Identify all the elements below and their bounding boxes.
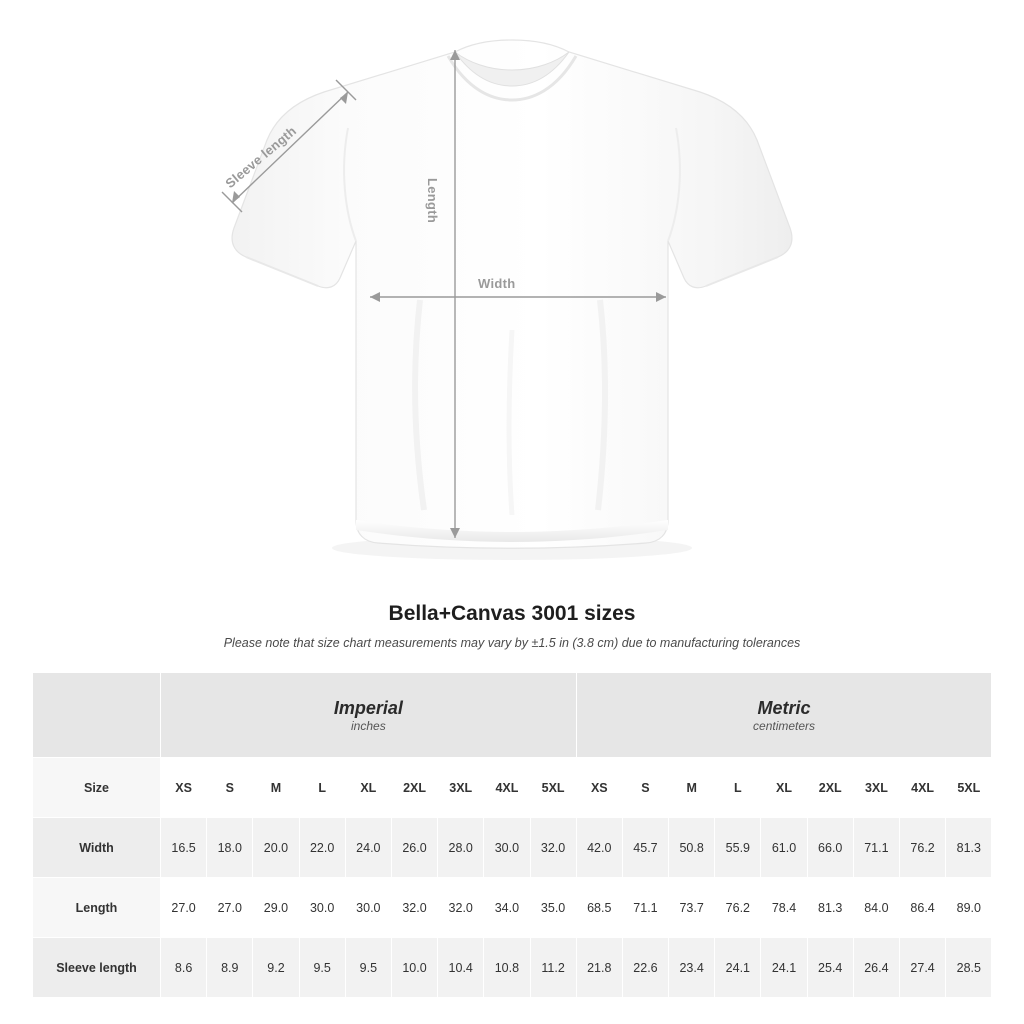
unit-group-imperial-sub: inches: [351, 719, 386, 734]
size-col-header: 5XL: [530, 758, 576, 818]
size-col-header: L: [299, 758, 345, 818]
cell-width: 20.0: [253, 818, 299, 878]
size-col-header: M: [253, 758, 299, 818]
tolerance-note: Please note that size chart measurements may vary by ±1.5 in (3.8 cm) due to manufacturing tolerances: [223, 636, 801, 650]
cell-sleeve-length: 24.1: [715, 938, 761, 998]
unit-group-metric-name: Metric: [757, 697, 811, 718]
cell-sleeve-length: 10.0: [391, 938, 437, 998]
length-measure-label: Length: [425, 178, 440, 224]
size-header-label: Size: [33, 758, 161, 818]
width-measure-label: Width: [478, 276, 516, 291]
cell-length: 27.0: [161, 878, 207, 938]
cell-sleeve-length: 11.2: [530, 938, 576, 998]
sleeve-length-measure-label: Sleeve length: [222, 123, 300, 191]
cell-length: 27.0: [207, 878, 253, 938]
cell-length: 68.5: [576, 878, 622, 938]
page-title: Bella+Canvas 3001 sizes: [388, 602, 636, 625]
cell-length: 78.4: [761, 878, 807, 938]
table-row: [33, 818, 992, 878]
size-col-header: L: [715, 758, 761, 818]
cell-width: 16.5: [161, 818, 207, 878]
cell-length: 81.3: [807, 878, 853, 938]
cell-width: 76.2: [900, 818, 946, 878]
cell-sleeve-length: 9.2: [253, 938, 299, 998]
cell-sleeve-length: 10.8: [484, 938, 530, 998]
cell-sleeve-length: 28.5: [946, 938, 992, 998]
cell-sleeve-length: 21.8: [576, 938, 622, 998]
row-label-width: Width: [33, 818, 161, 878]
unit-group-imperial-name: Imperial: [333, 697, 403, 718]
cell-length: 30.0: [345, 878, 391, 938]
size-col-header: 3XL: [438, 758, 484, 818]
cell-length: 32.0: [391, 878, 437, 938]
size-col-header: XL: [345, 758, 391, 818]
cell-length: 32.0: [438, 878, 484, 938]
cell-width: 24.0: [345, 818, 391, 878]
size-col-header: M: [669, 758, 715, 818]
cell-sleeve-length: 23.4: [669, 938, 715, 998]
cell-sleeve-length: 26.4: [853, 938, 899, 998]
size-col-header: S: [622, 758, 668, 818]
cell-width: 66.0: [807, 818, 853, 878]
cell-width: 22.0: [299, 818, 345, 878]
corner-cell: [33, 673, 161, 758]
cell-sleeve-length: 8.9: [207, 938, 253, 998]
size-col-header: XL: [761, 758, 807, 818]
cell-sleeve-length: 9.5: [345, 938, 391, 998]
cell-width: 61.0: [761, 818, 807, 878]
unit-group-row: [33, 673, 992, 758]
cell-length: 29.0: [253, 878, 299, 938]
unit-group-metric: [576, 673, 992, 758]
size-col-header: S: [207, 758, 253, 818]
cell-length: 34.0: [484, 878, 530, 938]
size-chart-table-wrap: [32, 672, 992, 998]
size-chart-table: [32, 672, 992, 998]
cell-width: 71.1: [853, 818, 899, 878]
cell-length: 35.0: [530, 878, 576, 938]
cell-length: 73.7: [669, 878, 715, 938]
table-row: [33, 878, 992, 938]
cell-width: 30.0: [484, 818, 530, 878]
cell-width: 81.3: [946, 818, 992, 878]
size-col-header: 2XL: [391, 758, 437, 818]
cell-width: 28.0: [438, 818, 484, 878]
row-label-sleeve-length: Sleeve length: [33, 938, 161, 998]
cell-width: 45.7: [622, 818, 668, 878]
size-col-header: 5XL: [946, 758, 992, 818]
cell-length: 30.0: [299, 878, 345, 938]
cell-width: 18.0: [207, 818, 253, 878]
size-header-row: [33, 758, 992, 818]
size-col-header: 2XL: [807, 758, 853, 818]
cell-sleeve-length: 24.1: [761, 938, 807, 998]
table-row: [33, 938, 992, 998]
cell-length: 89.0: [946, 878, 992, 938]
cell-length: 86.4: [900, 878, 946, 938]
cell-width: 50.8: [669, 818, 715, 878]
row-label-length: Length: [33, 878, 161, 938]
size-col-header: 4XL: [484, 758, 530, 818]
cell-sleeve-length: 25.4: [807, 938, 853, 998]
cell-length: 76.2: [715, 878, 761, 938]
size-col-header: 4XL: [900, 758, 946, 818]
unit-group-imperial: [161, 673, 577, 758]
cell-sleeve-length: 27.4: [900, 938, 946, 998]
cell-sleeve-length: 8.6: [161, 938, 207, 998]
size-chart-body: [33, 673, 992, 998]
cell-sleeve-length: 9.5: [299, 938, 345, 998]
size-col-header: XS: [161, 758, 207, 818]
cell-length: 71.1: [622, 878, 668, 938]
cell-width: 42.0: [576, 818, 622, 878]
cell-sleeve-length: 10.4: [438, 938, 484, 998]
cell-width: 55.9: [715, 818, 761, 878]
chart-header: [0, 602, 1024, 650]
size-col-header: XS: [576, 758, 622, 818]
cell-width: 26.0: [391, 818, 437, 878]
unit-group-metric-sub: centimeters: [753, 719, 816, 734]
size-col-header: 3XL: [853, 758, 899, 818]
cell-sleeve-length: 22.6: [622, 938, 668, 998]
cell-length: 84.0: [853, 878, 899, 938]
cell-width: 32.0: [530, 818, 576, 878]
